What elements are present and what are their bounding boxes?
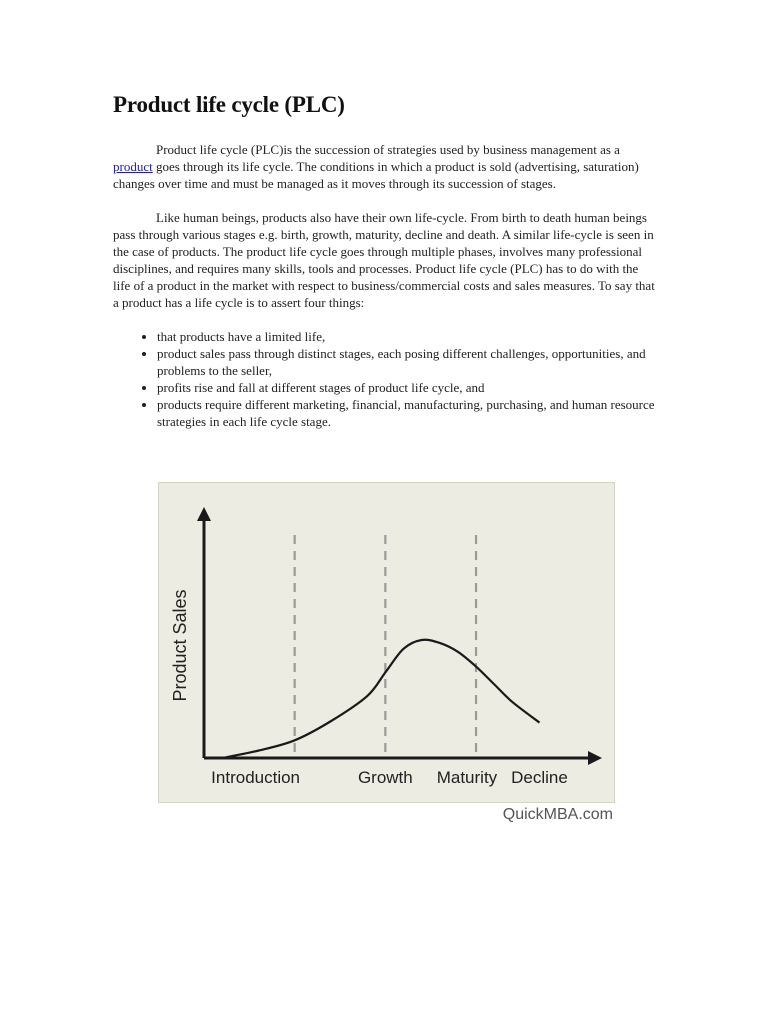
intro-text-end: goes through its life cycle. The conditions in which a product is sold (advertising, saturation) changes over time and must be managed as it moves through its succession of stages. <box>113 159 639 191</box>
stage-label-introduction: Introduction <box>211 768 301 787</box>
lifecycle-paragraph: Like human beings, products also have their own life-cycle. From birth to death human beings pass through various stages e.g. birth, growth, maturity, decline and death. A similar life-cycle is seen in the case of products. The product life cycle goes through multiple phases, involves many professional disciplines, and requires many skills, tools and processes. Product life cycle (PLC) has to do with the life of a product in the market with respect to business/commercial costs and sales measures. To say that a product has a life cycle is to assert four things: <box>113 210 655 310</box>
four-things-list <box>113 328 658 430</box>
sales-curve <box>222 640 539 758</box>
x-axis-arrow <box>588 751 602 765</box>
plc-chart <box>159 483 616 804</box>
document-page <box>113 92 658 430</box>
plc-chart-figure <box>158 482 615 827</box>
chart-credit: QuickMBA.com <box>502 806 613 823</box>
list-item: • products require different marketing, financial, manufacturing, purchasing, and human resource strategies in each life cycle stage. <box>157 396 658 430</box>
stage-label-growth: Growth <box>357 768 413 787</box>
stage-label-maturity: Maturity <box>436 768 498 787</box>
intro-paragraph <box>113 141 658 192</box>
list-item: • profits rise and fall at different stages of product life cycle, and <box>157 379 658 396</box>
list-item: • that products have a limited life, <box>157 328 658 345</box>
stage-label-decline: Decline <box>511 768 568 787</box>
y-axis-arrow <box>197 507 211 521</box>
list-item: • product sales pass through distinct stages, each posing different challenges, opportunities, and problems to the seller, <box>157 345 658 379</box>
intro-text-start: Product life cycle (PLC)is the succession of strategies used by business management as a <box>156 142 620 157</box>
product-link[interactable]: product <box>113 159 153 174</box>
page-title: Product life cycle (PLC) <box>113 92 345 117</box>
y-axis-label: Product Sales <box>170 589 190 702</box>
chart-plot-area <box>158 482 615 803</box>
